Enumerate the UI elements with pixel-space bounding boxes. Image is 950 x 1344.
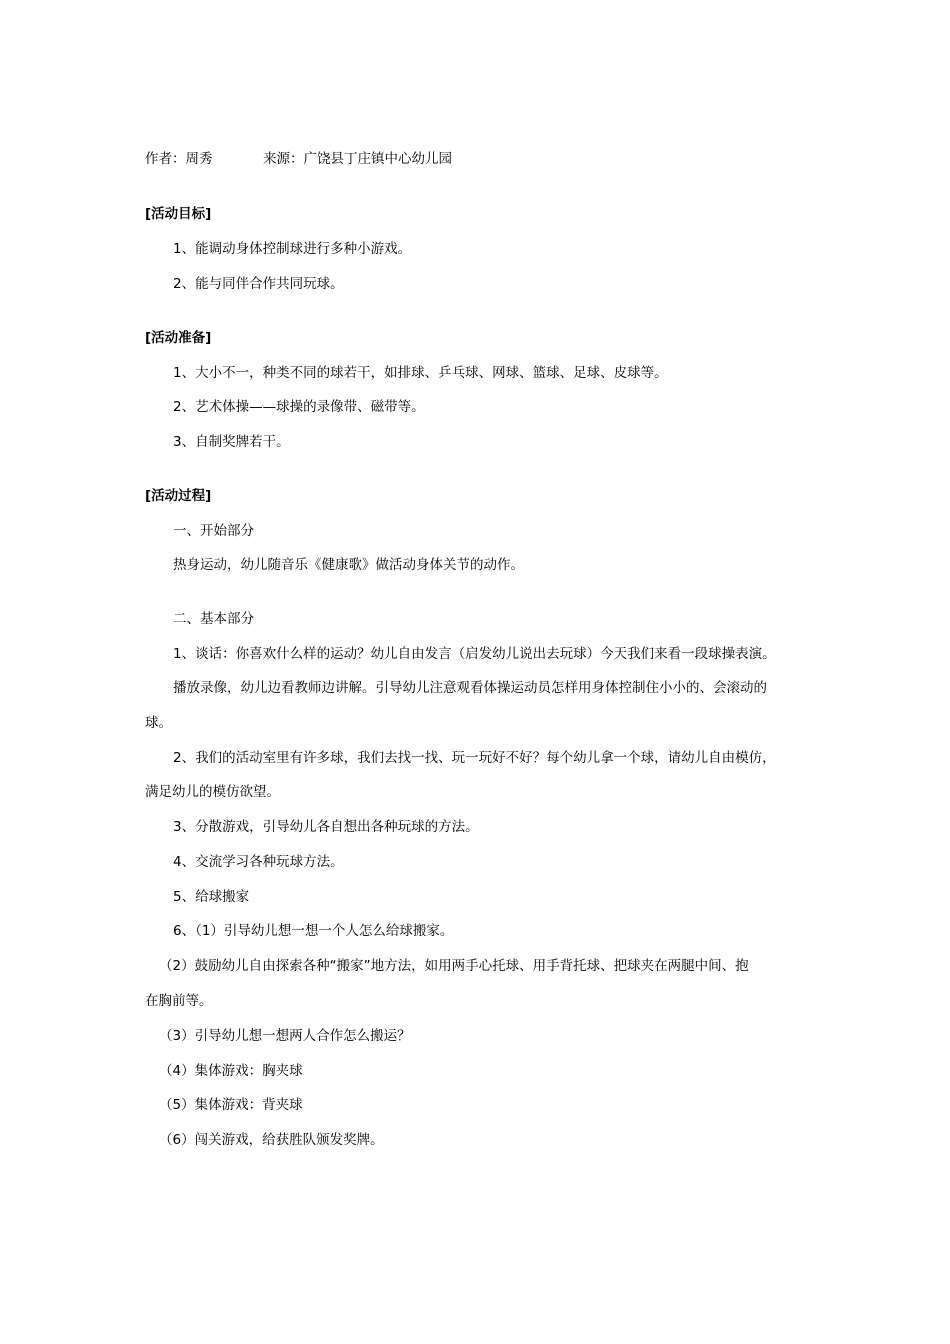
- goal-item-2: 2、能与同伴合作共同玩球。: [173, 276, 344, 292]
- process-heading: [活动过程]: [145, 488, 212, 504]
- step-2-line-2: 满足幼儿的模仿欲望。: [145, 784, 280, 800]
- part1-text: 热身运动，幼儿随音乐《健康歌》做活动身体关节的动作。: [173, 557, 524, 573]
- source-text: 来源：广饶县丁庄镇中心幼儿园: [263, 151, 452, 167]
- sub-2-line-2: 在胸前等。: [145, 993, 213, 1009]
- sub-3: （3）引导幼儿想一想两人合作怎么搬运？: [159, 1028, 411, 1044]
- author-text: 作者：周秀: [145, 151, 213, 167]
- goals-heading: [活动目标]: [145, 206, 212, 222]
- step-6: 6、（1）引导幼儿想一想一个人怎么给球搬家。: [173, 923, 454, 939]
- sub-5: （5）集体游戏：背夹球: [159, 1097, 303, 1113]
- step-1: 1、谈话：你喜欢什么样的运动？幼儿自由发言（启发幼儿说出去玩球）今天我们来看一段球操表演。: [173, 646, 776, 662]
- step-3: 3、分散游戏，引导幼儿各自想出各种玩球的方法。: [173, 819, 479, 835]
- prep-heading: [活动准备]: [145, 330, 212, 346]
- sub-4: （4）集体游戏：胸夹球: [159, 1063, 303, 1079]
- prep-item-1: 1、大小不一，种类不同的球若干，如排球、乒乓球、网球、篮球、足球、皮球等。: [173, 365, 668, 381]
- step-2-line-1: 2、我们的活动室里有许多球，我们去找一找、玩一玩好不好？每个幼儿拿一个球，请幼儿自由模仿，: [173, 750, 776, 766]
- goal-item-1: 1、能调动身体控制球进行多种小游戏。: [173, 241, 412, 257]
- meta-line: [145, 150, 452, 168]
- step-5: 5、给球搬家: [173, 889, 250, 905]
- video-line-2: 球。: [145, 715, 172, 731]
- sub-2-line-1: （2）鼓励幼儿自由探索各种“搬家”地方法，如用两手心托球、用手背托球、把球夹在两腿中间、抱: [159, 958, 749, 974]
- sub-6: （6）闯关游戏，给获胜队颁发奖牌。: [159, 1132, 384, 1148]
- part2-title: 二、基本部分: [173, 611, 254, 627]
- prep-item-3: 3、自制奖牌若干。: [173, 434, 290, 450]
- step-4: 4、交流学习各种玩球方法。: [173, 854, 344, 870]
- prep-item-2: 2、艺术体操——球操的录像带、磁带等。: [173, 399, 425, 415]
- video-line-1: 播放录像，幼儿边看教师边讲解。引导幼儿注意观看体操运动员怎样用身体控制住小小的、会滚动的: [173, 680, 767, 696]
- part1-title: 一、开始部分: [173, 523, 254, 539]
